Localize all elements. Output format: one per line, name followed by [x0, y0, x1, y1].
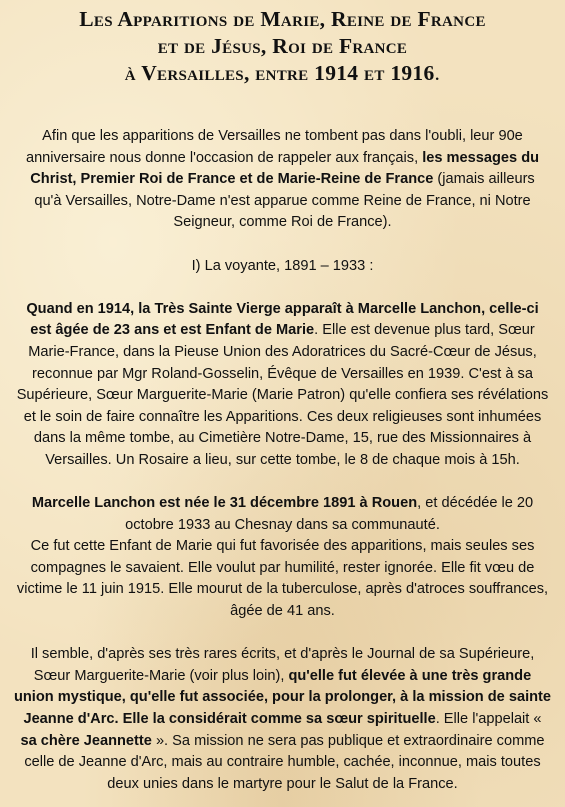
mission-line: Il semble, d'après ses très rares écrits, et d'après le Journal de sa Supérieure, [30, 646, 535, 663]
title-line-3 [0, 60, 565, 87]
intro-line [8, 148, 557, 170]
intro-line: qu'à Versailles, Notre-Dame n'est apparue comme Reine de France, ni Notre [34, 192, 531, 209]
birth-line: Ce fut cette Enfant de Marie qui fut favorisée des apparitions, mais seules ses [30, 538, 535, 555]
voyante-line: Quand en 1914, la Très Sainte Vierge apparaît à Marcelle Lanchon, celle-ci [26, 300, 539, 317]
mission-line [8, 709, 557, 731]
intro-line [8, 169, 557, 191]
paragraph-gap [8, 277, 557, 299]
mission-line: union mystique, qu'elle fut associée, pour la prolonger, à la mission de sainte [13, 689, 552, 706]
birth-text: , et décédée le 20 [417, 495, 534, 512]
voyante-text: . Elle est devenue plus tard, Sœur [314, 322, 535, 339]
voyante-line: Supérieure, Sœur Marguerite-Marie (Marie Patron) qu'elle confiera ses révélations [16, 387, 549, 404]
birth-paragraph [8, 493, 557, 623]
birth-line: victime le 11 juin 1915. Elle mourut de la tuberculose, après d'atroces souffrances, [16, 581, 549, 598]
paragraph-gap [8, 623, 557, 645]
voyante-line: Versailles. Un Rosaire a lieu, sur cette tombe, le 8 de chaque mois à 15h. [45, 451, 520, 468]
birth-line: compagnes le savaient. Elle voulut par humilité, rester ignorée. Elle fit vœu de [30, 559, 535, 576]
voyante-line: Marie-France, dans la Pieuse Union des Adoratrices du Sacré-Cœur de Jésus, [28, 343, 537, 360]
intro-line: Seigneur, comme Roi de France). [173, 214, 392, 231]
intro-emphasis: Christ, Premier Roi de France et de Marie-Reine de France [30, 171, 434, 188]
title-line-1: Les Apparitions de Marie, Reine de France [79, 7, 486, 31]
birth-line: âgée de 41 ans. [230, 603, 335, 620]
voyante-emphasis: est âgée de 23 ans et est Enfant de Marie [30, 322, 315, 339]
birth-emphasis: Marcelle Lanchon est née le 31 décembre 1891 à Rouen [31, 495, 418, 512]
voyante-line: dans la même tombe, au Cimetière Notre-Dame, 15, rue des Missionnaires à [33, 430, 532, 447]
voyante-line [8, 320, 557, 342]
title-line-2: et de Jésus, Roi de France [157, 34, 408, 58]
paragraph-gap [8, 234, 557, 256]
mission-paragraph [8, 644, 557, 795]
paragraph-gap [8, 472, 557, 494]
intro-text: anniversaire nous donne l'occasion de rappeler aux français, [25, 149, 423, 166]
title-line-3-text: à Versailles, entre 1914 et 1916 [124, 61, 435, 85]
intro-emphasis: les messages du [422, 149, 540, 166]
birth-line: octobre 1933 au Chesnay dans sa communauté. [125, 516, 440, 533]
article-body [8, 126, 557, 795]
mission-text: ». Sa mission ne sera pas publique et extraordinaire comme [151, 732, 545, 749]
mission-line: celle de Jeanne d'Arc, mais au contraire humble, cachée, inconnue, mais toutes [24, 754, 541, 771]
voyante-paragraph [8, 299, 557, 472]
voyante-line: et le soin de faire connaître les Apparitions. Ces deux religieuses sont inhumées [23, 408, 542, 425]
mission-line [8, 731, 557, 753]
mission-text: Sœur Marguerite-Marie (voir plus loin), [33, 667, 289, 684]
mission-line: deux unies dans le martyre pour le Salut de la France. [107, 775, 458, 792]
intro-paragraph [8, 126, 557, 234]
mission-emphasis: Jeanne d'Arc. Elle la considérait comme sa sœur spirituelle [23, 711, 436, 728]
section-heading: I) La voyante, 1891 – 1933 : [191, 257, 374, 274]
page-title [0, 6, 565, 87]
birth-line [8, 493, 557, 515]
intro-line: Afin que les apparitions de Versailles ne tombent pas dans l'oubli, leur 90e [42, 128, 523, 144]
mission-line [8, 666, 557, 688]
title-line-3-period: . [434, 61, 441, 85]
intro-text: (jamais ailleurs [433, 171, 535, 188]
mission-emphasis: qu'elle fut élevée à une très grande [288, 667, 532, 684]
voyante-line: reconnue par Mgr Roland-Gosselin, Évêque de Versailles en 1939. C'est à sa [32, 365, 533, 382]
mission-text: . Elle l'appelait « [435, 711, 542, 728]
mission-emphasis: sa chère Jeannette [20, 732, 152, 749]
